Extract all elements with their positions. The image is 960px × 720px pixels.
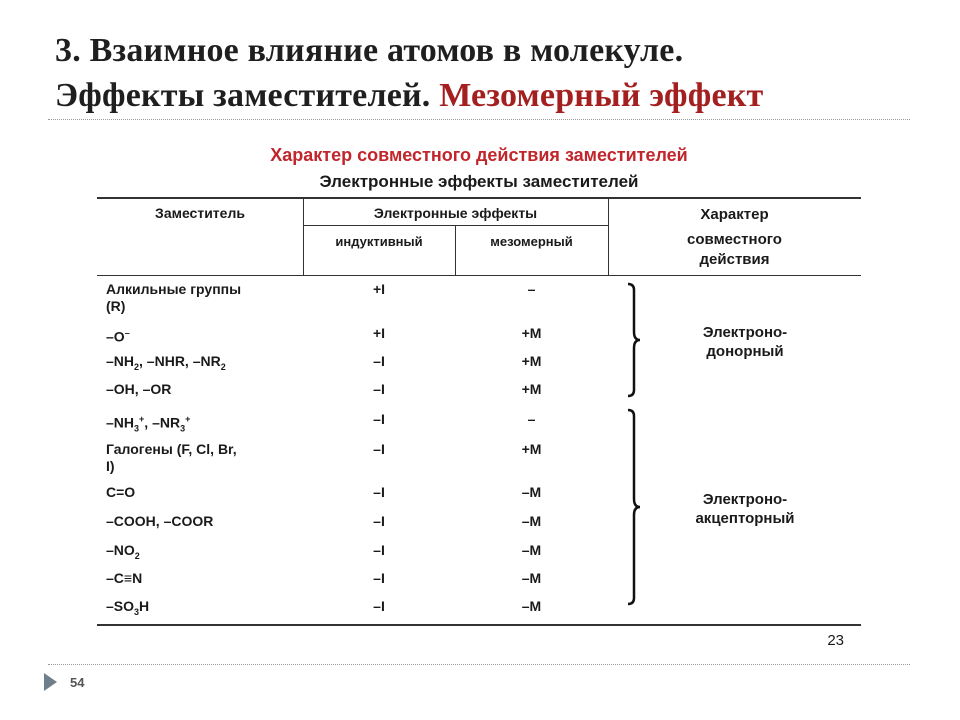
row-8-sub-index: 2 (134, 550, 140, 561)
row-4-sub-index-1: 3 (134, 423, 140, 434)
row-10-substituent (106, 598, 296, 621)
page-reference: 23 (827, 632, 844, 649)
row-2-substituent (106, 353, 296, 376)
row-4-sub-text-a: –NH (106, 414, 135, 431)
row-5-inductive: –I (373, 441, 385, 457)
group-acceptor (650, 490, 840, 528)
row-2-sub-text-a: –NH (106, 353, 135, 369)
table-bottom-border (97, 624, 861, 626)
footer-divider (48, 664, 910, 665)
row-10-sub-index: 3 (134, 606, 140, 617)
row-10-mesomeric: –M (521, 598, 542, 614)
row-9-inductive: –I (373, 570, 385, 586)
row-1-inductive: +I (372, 325, 386, 341)
row-7-mesomeric: –M (521, 513, 542, 529)
header-substituent: Заместитель (155, 205, 245, 221)
row-2-inductive: –I (373, 353, 385, 369)
row-2-sub-index-1: 2 (134, 361, 140, 372)
group-donor-line-1: Электроно- (702, 324, 788, 341)
row-7-substituent: –COOH, –COOR (106, 513, 214, 529)
header-mesomeric: мезомерный (490, 234, 573, 249)
row-4-sub-charge-2: + (185, 414, 191, 424)
row-3-substituent: –OH, –OR (106, 381, 172, 397)
row-1-mesomeric: +M (521, 325, 542, 341)
row-1-sub-charge: – (124, 328, 130, 338)
row-5-substituent-line-1: Галогены (F, Cl, Br, (106, 441, 237, 457)
header-inductive: индуктивный (335, 234, 423, 249)
row-4-inductive: –I (373, 411, 385, 427)
row-0-substituent (106, 281, 296, 315)
row-0-substituent-line-1: Алкильные группы (106, 281, 242, 297)
row-3-inductive: –I (373, 381, 385, 397)
row-1-sub-text: –O (106, 328, 125, 345)
row-4-sub-text-b: , –NR (144, 414, 181, 431)
row-10-sub-text-a: –SO (106, 598, 135, 614)
row-0-substituent-line-2: (R) (106, 298, 126, 314)
title-divider (48, 119, 910, 120)
header-effects: Электронные эффекты (373, 205, 538, 221)
row-5-substituent-line-2: I) (106, 458, 115, 474)
row-1-substituent (106, 325, 296, 346)
table-heading: Характер совместного действия заместителей (270, 145, 688, 165)
row-0-mesomeric: – (527, 281, 536, 297)
title-accent: Мезомерный эффект (439, 77, 764, 114)
slide-title (55, 28, 915, 118)
row-6-substituent: C=O (106, 484, 136, 500)
table-top-border (97, 197, 861, 199)
group-acceptor-line-1: Электроно- (702, 491, 788, 508)
donor-brace (624, 282, 644, 398)
row-5-substituent (106, 441, 296, 475)
row-8-mesomeric: –M (521, 542, 542, 558)
row-2-sub-text-b: , –NHR, –NR (139, 353, 221, 369)
title-line-2-prefix: Эффекты заместителей. (55, 77, 440, 114)
row-9-substituent: –C≡N (106, 570, 143, 586)
group-acceptor-line-2: акцепторный (695, 510, 795, 527)
acceptor-brace (624, 408, 644, 606)
row-2-sub-index-2: 2 (220, 361, 226, 372)
group-donor-line-2: донорный (706, 343, 784, 360)
header-bottom-border (97, 275, 861, 276)
row-4-mesomeric: – (527, 411, 536, 427)
row-2-mesomeric: +M (521, 353, 542, 369)
title-line-1: 3. Взаимное влияние атомов в молекуле. (55, 32, 684, 69)
header-character-line-2: совместного (687, 231, 782, 248)
row-6-mesomeric: –M (521, 484, 542, 500)
row-10-sub-text-b: H (139, 598, 150, 614)
row-3-mesomeric: +M (521, 381, 542, 397)
header-character-line-3: действия (699, 251, 770, 268)
row-0-inductive: +I (372, 281, 386, 297)
row-4-sub-charge-1: + (139, 414, 145, 424)
row-8-substituent (106, 542, 296, 565)
row-7-inductive: –I (373, 513, 385, 529)
slide-number: 54 (70, 675, 85, 690)
row-5-mesomeric: +M (521, 441, 542, 457)
table-subheading: Электронные эффекты заместителей (319, 172, 639, 191)
row-9-mesomeric: –M (521, 570, 542, 586)
row-6-inductive: –I (373, 484, 385, 500)
header-character-line-1: Характер (700, 206, 769, 223)
title-line-2 (55, 73, 915, 118)
slide-nav-arrow-icon (44, 673, 57, 691)
row-10-inductive: –I (373, 598, 385, 614)
row-4-substituent (106, 411, 296, 437)
row-8-sub-text: –NO (106, 542, 135, 558)
group-donor (650, 323, 840, 361)
row-8-inductive: –I (373, 542, 385, 558)
header-character (608, 205, 861, 270)
row-4-sub-index-2: 3 (180, 423, 186, 434)
